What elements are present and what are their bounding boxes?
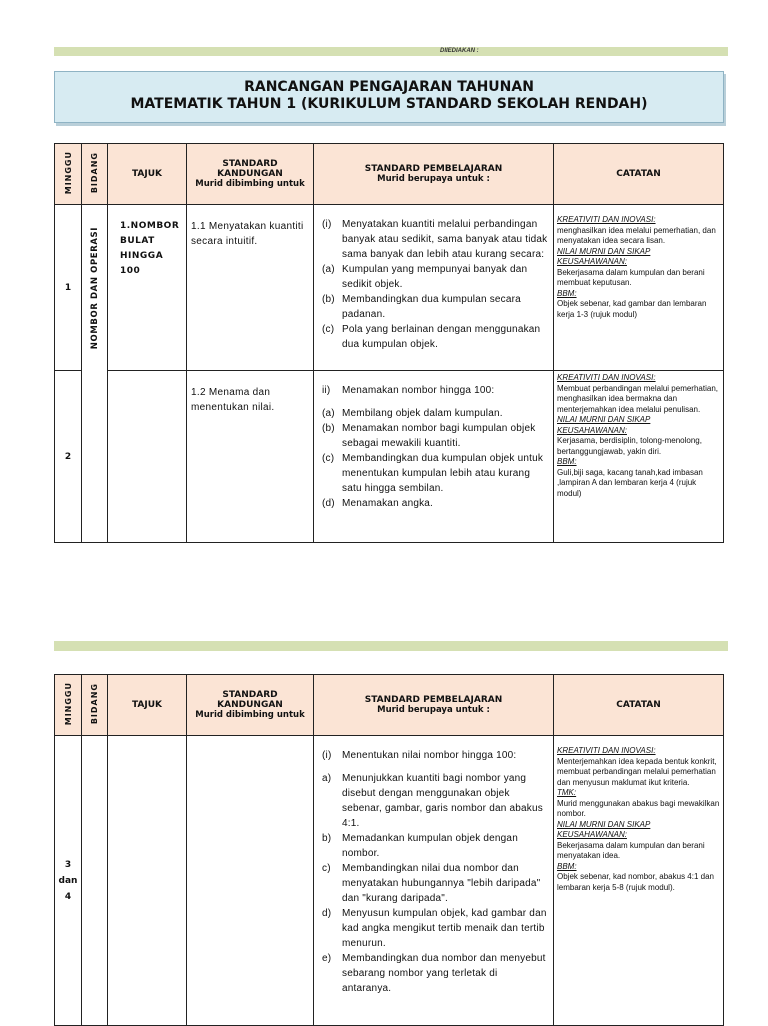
learning-standard-item <box>322 496 549 511</box>
item-label: (c) <box>322 453 335 464</box>
table-row <box>55 371 724 543</box>
learning-standard-item <box>322 406 549 421</box>
item-label: (i) <box>322 219 332 230</box>
note-text: Objek sebenar, kad gambar dan lembaran kerja 1-3 (rujuk modul) <box>557 299 707 319</box>
table-header-row <box>55 675 724 736</box>
standard-pembelajaran-cell <box>314 205 554 371</box>
table-row <box>55 205 724 371</box>
learning-standard-item <box>322 383 549 398</box>
plan-table-2 <box>54 674 724 1026</box>
learning-standard-item <box>322 421 549 451</box>
learning-standard-item <box>322 906 549 951</box>
header-bidang: BIDANG <box>82 675 108 736</box>
note-heading: KREATIVITI DAN INOVASI: <box>557 746 656 755</box>
item-label: a) <box>322 773 332 784</box>
learning-standard-item <box>322 262 549 292</box>
prepared-label: DIIEDIAKAN : <box>440 48 479 54</box>
note-heading: KREATIVITI DAN INOVASI: <box>557 215 656 224</box>
header-minggu: MINGGU <box>55 144 82 205</box>
item-text: Membandingkan dua kumpulan objek untuk menentukan kumpulan lebih atau kurang satu hingga sembilan. <box>342 453 544 494</box>
item-text: Membandingkan dua nombor dan menyebut sebarang nombor yang terletak di antaranya. <box>342 953 546 994</box>
header-bar <box>54 47 728 56</box>
item-label: (b) <box>322 423 335 434</box>
item-text: Menamakan nombor bagi kumpulan objek sebagai mewakili kuantiti. <box>342 423 536 449</box>
item-text: Menamakan angka. <box>342 498 434 509</box>
header-standard-pembelajaran: STANDARD PEMBELAJARAN Murid berupaya untuk : <box>314 675 554 736</box>
header-standard-kandungan: STANDARD KANDUNGAN Murid dibimbing untuk <box>187 144 314 205</box>
header-catatan: CATATAN <box>554 144 724 205</box>
catatan-cell <box>554 205 724 371</box>
tajuk-cell <box>108 371 187 543</box>
note-heading: NILAI MURNI DAN SIKAP KEUSAHAWANAN: <box>557 246 651 266</box>
learning-standard-item <box>322 861 549 906</box>
spacer <box>322 398 549 406</box>
item-text: Memadankan kumpulan objek dengan nombor. <box>342 833 518 859</box>
catatan-cell <box>554 371 724 543</box>
note-heading: BBM: <box>557 288 577 298</box>
document-title: RANCANGAN PENGAJARAN TAHUNAN <box>244 79 534 95</box>
standard-kandungan-cell: 1.1 Menyatakan kuantiti secara intuitif. <box>187 205 314 371</box>
note-heading: TMK: <box>557 788 577 797</box>
item-label: (c) <box>322 324 335 335</box>
week-number: 1 <box>55 205 82 371</box>
header-standard-kandungan: STANDARD KANDUNGAN Murid dibimbing untuk <box>187 675 314 736</box>
note-text: Bekerjasama dalam kumpulan dan berani membuat keputusan. <box>557 267 705 287</box>
standard-kandungan-cell <box>187 736 314 1026</box>
note-text: menghasilkan idea melalui pemerhatian, dan menyatakan idea secara lisan. <box>557 225 716 245</box>
header-tajuk: TAJUK <box>108 675 187 736</box>
tajuk-cell: 1.NOMBOR BULAT HINGGA 100 <box>108 205 187 371</box>
header-tajuk: TAJUK <box>108 144 187 205</box>
header-catatan: CATATAN <box>554 675 724 736</box>
plan-table-1 <box>54 143 724 543</box>
item-text: Menunjukkan kuantiti bagi nombor yang disebut dengan menggunakan objek sebenar, gambar, garis nombor dan abakus 4:1. <box>342 773 543 829</box>
learning-standard-item <box>322 748 549 763</box>
week-number: 2 <box>55 371 82 543</box>
item-label: (a) <box>322 264 335 275</box>
note-text: Guli,biji saga, kacang tanah,kad imbasan ,lampiran A dan lembaran kerja 4 (rujuk modul) <box>557 467 703 498</box>
item-label: (d) <box>322 498 335 509</box>
bidang-label: NOMBOR DAN OPERASI <box>89 226 100 350</box>
note-heading: BBM: <box>557 457 577 466</box>
note-text: Kerjasama, berdisiplin, tolong-menolong, bertanggungjawab, yakin diri. <box>557 436 702 456</box>
standard-pembelajaran-cell <box>314 736 554 1026</box>
header-minggu: MINGGU <box>55 675 82 736</box>
standard-pembelajaran-cell <box>314 371 554 543</box>
item-text: Membandingkan dua kumpulan secara padanan. <box>342 294 521 320</box>
note-heading: NILAI MURNI DAN SIKAP KEUSAHAWANAN: <box>557 415 651 435</box>
note-text: Murid menggunakan abakus bagi mewakilkan nombor. <box>557 798 720 818</box>
learning-standard-item <box>322 771 549 831</box>
item-text: Membandingkan nilai dua nombor dan menyatakan hubungannya "lebih daripada" dan "kurang daripada". <box>342 863 541 904</box>
learning-standard-item <box>322 217 549 262</box>
learning-standard-item <box>322 292 549 322</box>
item-label: b) <box>322 833 332 844</box>
standard-kandungan-cell: 1.2 Menama dan menentukan nilai. <box>187 371 314 543</box>
note-text: Membuat perbandingan melalui pemerhatian, menghasilkan idea bermakna dan menterjemahkan idea melalui penulisan. <box>557 383 718 414</box>
table-header-row <box>55 144 724 205</box>
item-text: Menentukan nilai nombor hingga 100: <box>342 750 517 761</box>
item-text: Menamakan nombor hingga 100: <box>342 385 495 396</box>
item-label: (a) <box>322 408 335 419</box>
learning-standard-item <box>322 322 549 352</box>
item-label: (b) <box>322 294 335 305</box>
item-text: Membilang objek dalam kumpulan. <box>342 408 503 419</box>
note-text: Bekerjasama dalam kumpulan dan berani menyatakan idea. <box>557 840 705 860</box>
note-heading: BBM: <box>557 861 577 871</box>
table-row <box>55 736 724 1026</box>
note-text: Menterjemahkan idea kepada bentuk konkrit, membuat perbandingan melalui pemerhatian dan menyusun maklumat ikut kriteria. <box>557 756 717 787</box>
header-bidang: BIDANG <box>82 144 108 205</box>
item-label: c) <box>322 863 331 874</box>
item-text: Pola yang berlainan dengan menggunakan dua kumpulan objek. <box>342 324 541 350</box>
item-text: Kumpulan yang mempunyai banyak dan sedikit objek. <box>342 264 528 290</box>
title-box <box>54 71 724 123</box>
note-text: Objek sebenar, kad nombor, abakus 4:1 dan lembaran kerja 5-8 (rujuk modul). <box>557 872 714 892</box>
page-divider-bar <box>54 641 728 651</box>
note-heading: KREATIVITI DAN INOVASI: <box>557 373 656 382</box>
bidang-cell <box>82 205 108 543</box>
tajuk-cell <box>108 736 187 1026</box>
item-text: Menyatakan kuantiti melalui perbandingan banyak atau sedikit, sama banyak atau tidak sama banyak dan lebih atau kurang secara: <box>342 219 548 260</box>
item-text: Menyusun kumpulan objek, kad gambar dan kad angka mengikut tertib menaik dan tertib menurun. <box>342 908 547 949</box>
spacer <box>322 763 549 771</box>
document-subtitle: MATEMATIK TAHUN 1 (KURIKULUM STANDARD SEKOLAH RENDAH) <box>130 96 648 112</box>
item-label: (i) <box>322 750 332 761</box>
header-standard-pembelajaran: STANDARD PEMBELAJARAN Murid berupaya untuk : <box>314 144 554 205</box>
learning-standard-item <box>322 451 549 496</box>
bidang-cell <box>82 736 108 1026</box>
item-label: d) <box>322 908 332 919</box>
item-label: e) <box>322 953 332 964</box>
note-heading: NILAI MURNI DAN SIKAP KEUSAHAWANAN: <box>557 819 651 839</box>
catatan-cell <box>554 736 724 1026</box>
week-number: 3 dan 4 <box>55 736 82 1026</box>
item-label: ii) <box>322 385 331 396</box>
learning-standard-item <box>322 951 549 996</box>
learning-standard-item <box>322 831 549 861</box>
